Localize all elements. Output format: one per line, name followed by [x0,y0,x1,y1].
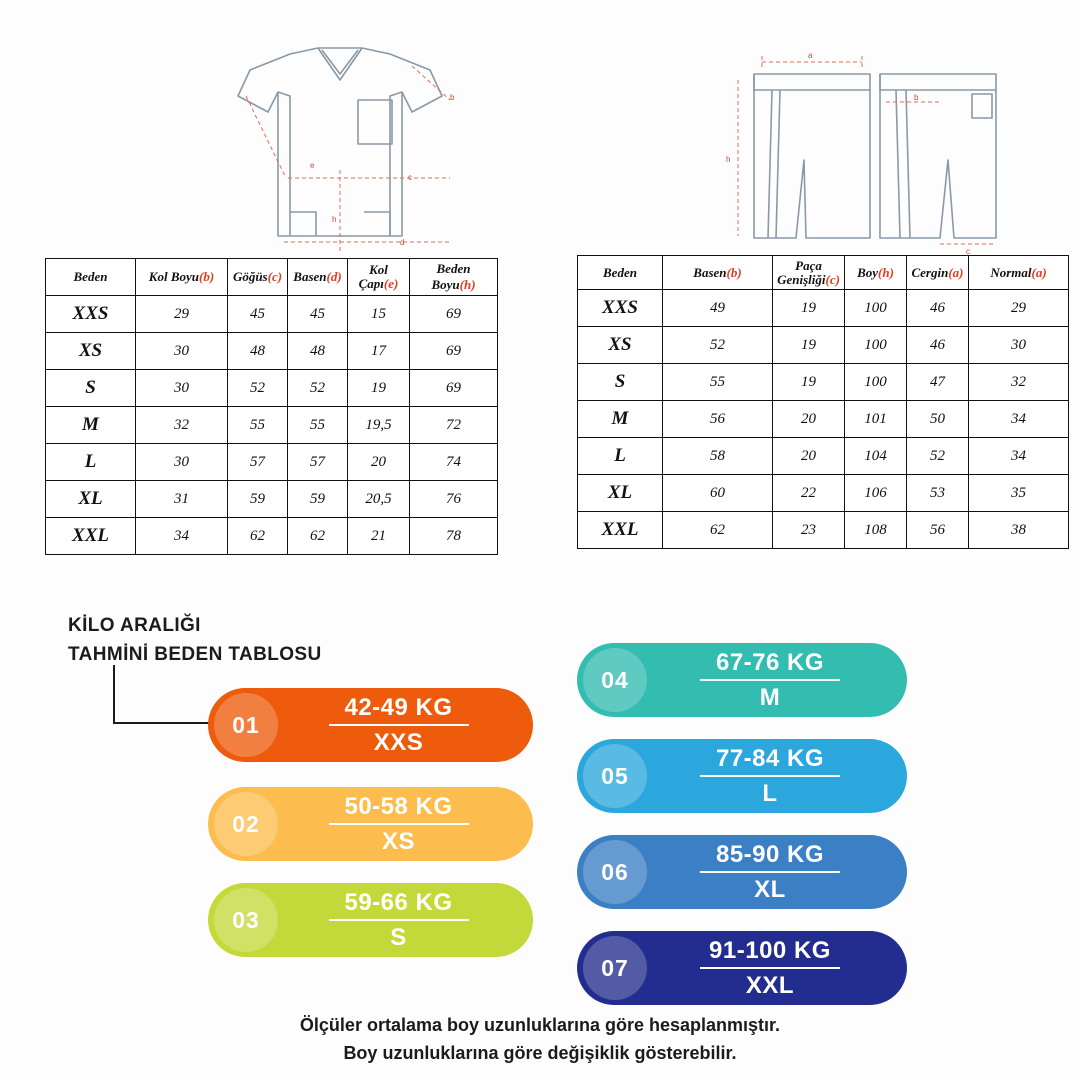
cell-value: 34 [969,438,1069,475]
trousers-size-table [577,255,1069,549]
cell-value: 104 [845,438,907,475]
pill-size: XS [381,827,415,855]
cell-value: 19 [348,370,410,407]
table-row [578,438,1069,475]
cell-value: 15 [348,296,410,333]
cell-value: 72 [410,407,498,444]
trousers-table-body [578,290,1069,549]
cell-value: 34 [969,401,1069,438]
label-c: c [408,173,412,182]
pill-size: XL [754,875,786,903]
cell-value: 52 [228,370,288,407]
cell-value: 30 [969,327,1069,364]
footer-line2: Boy uzunluklarına göre değişiklik gösterebilir. [343,1042,737,1063]
cell-value: 52 [907,438,969,475]
label-b: b [914,93,919,102]
label-h: h [726,155,731,164]
cell-size: M [46,407,136,444]
cell-size: XXL [578,512,663,549]
table-row [46,407,498,444]
cell-size: XL [578,475,663,512]
cell-size: XS [46,333,136,370]
cell-value: 78 [410,518,498,555]
pill-number: 01 [214,693,278,757]
pill-size: M [759,683,781,711]
footer-line1: Ölçüler ortalama boy uzunluklarına göre hesaplanmıştır. [299,1015,781,1035]
cell-value: 58 [663,438,773,475]
table-row [46,481,498,518]
pill-weight-range: 67-76 KG [700,649,840,681]
col-basen: Basen(d) [288,259,348,296]
pill-values [278,889,533,952]
cell-size: S [578,364,663,401]
col-kol-boyu: Kol Boyu(b) [136,259,228,296]
cell-size: XL [46,481,136,518]
tunic-size-table [45,258,498,555]
table-row [46,333,498,370]
cell-value: 108 [845,512,907,549]
cell-value: 48 [228,333,288,370]
cell-value: 56 [907,512,969,549]
label-b: b [450,93,455,102]
cell-value: 35 [969,475,1069,512]
cell-value: 29 [136,296,228,333]
cell-value: 69 [410,333,498,370]
cell-size: L [46,444,136,481]
pill-number: 02 [214,792,278,856]
pill-weight-range: 91-100 KG [700,937,840,969]
weight-pill-01[interactable] [208,688,533,762]
footer-note [0,1012,1080,1068]
cell-value: 52 [288,370,348,407]
pill-values [278,694,533,757]
cell-value: 21 [348,518,410,555]
cell-value: 31 [136,481,228,518]
cell-value: 45 [288,296,348,333]
table-row [578,475,1069,512]
weight-pill-06[interactable] [577,835,907,909]
cell-value: 48 [288,333,348,370]
pill-weight-range: 42-49 KG [329,694,469,726]
cell-value: 100 [845,290,907,327]
cell-value: 100 [845,364,907,401]
cell-value: 38 [969,512,1069,549]
cell-value: 34 [136,518,228,555]
weight-range-title [68,612,338,669]
col-kol-capi: Kol Çapı(e) [348,259,410,296]
label-h: h [332,215,337,224]
cell-value: 60 [663,475,773,512]
cell-value: 46 [907,290,969,327]
cell-size: M [578,401,663,438]
table-row [578,512,1069,549]
col-beden-boyu: Beden Boyu(h) [410,259,498,296]
weight-pill-02[interactable] [208,787,533,861]
cell-value: 20 [348,444,410,481]
cell-value: 47 [907,364,969,401]
cell-value: 59 [228,481,288,518]
pill-size: XXL [745,971,795,999]
cell-value: 69 [410,370,498,407]
label-a: a [808,51,813,60]
cell-value: 59 [288,481,348,518]
cell-value: 30 [136,444,228,481]
pill-values [647,937,907,1000]
cell-value: 19,5 [348,407,410,444]
cell-value: 69 [410,296,498,333]
table-header-row [578,256,1069,290]
pill-weight-range: 59-66 KG [329,889,469,921]
cell-value: 62 [663,512,773,549]
weight-pill-04[interactable] [577,643,907,717]
cell-value: 19 [773,327,845,364]
table-header-row [46,259,498,296]
cell-value: 32 [136,407,228,444]
cell-value: 74 [410,444,498,481]
pill-weight-range: 77-84 KG [700,745,840,777]
weight-range-title-line2: TAHMİNİ BEDEN TABLOSU [68,643,322,665]
cell-value: 45 [228,296,288,333]
cell-value: 19 [773,290,845,327]
weight-pill-03[interactable] [208,883,533,957]
pill-weight-range: 85-90 KG [700,841,840,873]
pill-size: S [390,923,407,951]
pill-weight-range: 50-58 KG [329,793,469,825]
label-e: e [310,161,315,170]
tunic-table-body [46,296,498,555]
cell-size: XXL [46,518,136,555]
cell-value: 20 [773,438,845,475]
col-gogus: Göğüs(c) [228,259,288,296]
cell-value: 53 [907,475,969,512]
cell-value: 56 [663,401,773,438]
cell-value: 30 [136,333,228,370]
pill-number: 03 [214,888,278,952]
cell-value: 23 [773,512,845,549]
cell-size: L [578,438,663,475]
cell-size: S [46,370,136,407]
cell-size: XS [578,327,663,364]
cell-value: 100 [845,327,907,364]
cell-value: 52 [663,327,773,364]
cell-value: 62 [288,518,348,555]
table-row [578,327,1069,364]
col-normal: Normal(a) [969,256,1069,290]
cell-value: 20,5 [348,481,410,518]
cell-value: 17 [348,333,410,370]
pill-values [647,841,907,904]
cell-value: 32 [969,364,1069,401]
bracket-connector [112,665,222,740]
pill-number: 06 [583,840,647,904]
cell-value: 101 [845,401,907,438]
cell-value: 55 [663,364,773,401]
cell-value: 46 [907,327,969,364]
cell-value: 62 [228,518,288,555]
cell-value: 106 [845,475,907,512]
pill-values [647,649,907,712]
table-row [46,370,498,407]
col-beden: Beden [578,256,663,290]
cell-value: 30 [136,370,228,407]
cell-value: 57 [228,444,288,481]
pill-values [278,793,533,856]
trousers-diagram [710,40,1040,255]
col-boy: Boy(h) [845,256,907,290]
table-row [578,401,1069,438]
table-row [46,296,498,333]
tunic-diagram [150,40,530,255]
cell-value: 55 [288,407,348,444]
cell-value: 50 [907,401,969,438]
col-basen: Basen(b) [663,256,773,290]
cell-value: 57 [288,444,348,481]
label-d: d [400,238,405,247]
tunic-diagram-svg [150,40,530,255]
table-row [46,444,498,481]
weight-range-title-line1: KİLO ARALIĞI [68,615,201,636]
trousers-table-head [578,256,1069,290]
weight-pill-07[interactable] [577,931,907,1005]
cell-value: 20 [773,401,845,438]
cell-value: 29 [969,290,1069,327]
cell-value: 19 [773,364,845,401]
cell-value: 49 [663,290,773,327]
table-row [46,518,498,555]
pill-size: XXS [373,728,424,756]
col-paca-genisligi: Paça Genişliği(c) [773,256,845,290]
pill-number: 04 [583,648,647,712]
cell-value: 76 [410,481,498,518]
cell-value: 55 [228,407,288,444]
pill-number: 07 [583,936,647,1000]
bracket-svg [112,665,222,735]
cell-value: 22 [773,475,845,512]
label-c: c [966,247,970,255]
pill-number: 05 [583,744,647,808]
tunic-table-head [46,259,498,296]
cell-size: XXS [46,296,136,333]
pill-size: L [762,779,778,807]
table-row [578,364,1069,401]
table-row [578,290,1069,327]
col-beden: Beden [46,259,136,296]
cell-size: XXS [578,290,663,327]
col-cergin: Cergin(a) [907,256,969,290]
weight-pill-05[interactable] [577,739,907,813]
pill-values [647,745,907,808]
trousers-diagram-svg [710,40,1040,255]
